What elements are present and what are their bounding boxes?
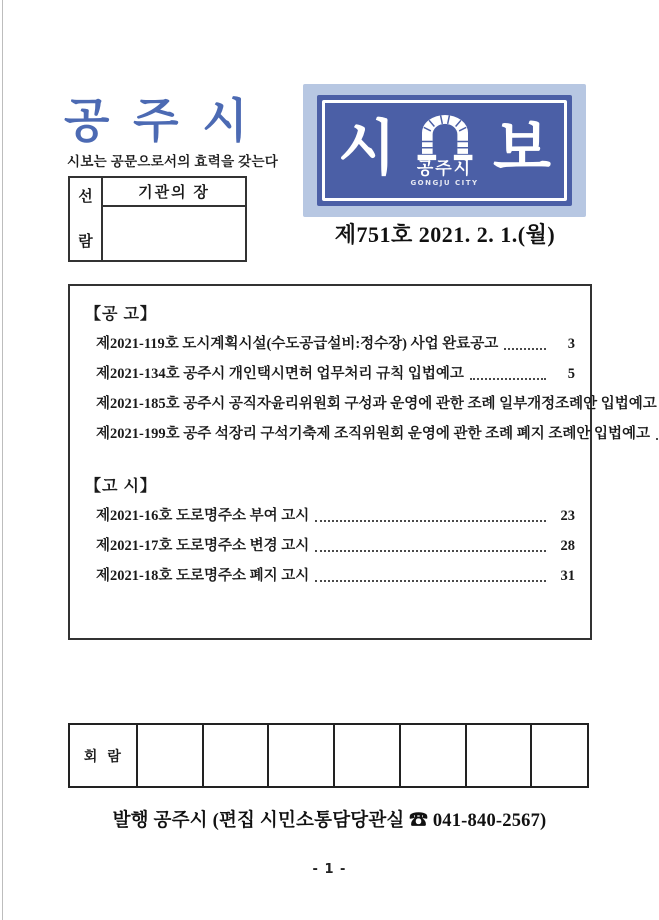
emblem-city-name: 공주시	[416, 159, 473, 180]
approval-stamp-table	[68, 176, 247, 262]
page-number: - 1 -	[312, 862, 347, 877]
city-title: 공 주 시	[64, 96, 250, 148]
emblem-city-name-en: GONGJU CITY	[410, 179, 479, 188]
approval-header-cell: 기관의 장	[103, 178, 245, 207]
dot-leader	[315, 520, 546, 522]
dot-leader	[504, 348, 546, 350]
circulation-empty-cell	[137, 724, 203, 787]
issue-number-and-date: 제751호 2021. 2. 1.(월)	[334, 222, 556, 247]
toc-item-page: 31	[560, 568, 575, 584]
city-emblem	[410, 115, 478, 187]
toc-item	[96, 396, 657, 413]
approval-right-column	[103, 178, 245, 260]
circulation-empty-cell	[531, 724, 588, 787]
toc-item-title: 제2021-17호 도로명주소 변경 고시	[96, 538, 310, 554]
circulation-table	[68, 723, 589, 788]
circulation-empty-cell	[334, 724, 400, 787]
gazette-logo	[303, 84, 586, 217]
toc-item	[96, 426, 651, 443]
approval-side-top: 선	[78, 189, 93, 205]
toc-item-title: 제2021-119호 도시계획시설(수도공급설비:정수장) 사업 완료공고	[96, 336, 499, 352]
logo-char-si: 시	[338, 113, 396, 184]
stone-arch-icon	[416, 115, 474, 161]
gazette-tagline: 시보는 공문으로서의 효력을 갖는다	[67, 154, 279, 169]
circulation-empty-cell	[203, 724, 269, 787]
toc-item-title: 제2021-199호 공주 석장리 구석기축제 조직위원회 운영에 관한 조례 폐지 조례안 입법예고	[96, 426, 651, 442]
dot-leader	[315, 550, 546, 552]
approval-side-label	[70, 178, 103, 260]
toc-item-page: 3	[567, 336, 575, 352]
circulation-empty-cell	[268, 724, 334, 787]
toc-item-title: 제2021-16호 도로명주소 부여 고시	[96, 508, 310, 524]
toc-item	[96, 538, 575, 555]
scan-edge-line	[2, 0, 3, 920]
gazette-logo-panel	[317, 95, 572, 206]
section-heading-gonggo: 【공 고】	[85, 306, 157, 323]
dot-leader	[470, 378, 546, 380]
dot-leader	[315, 580, 546, 582]
table-of-contents-box	[68, 284, 657, 640]
gazette-logo-frame	[322, 100, 567, 201]
toc-item	[96, 366, 575, 383]
toc-item-title: 제2021-18호 도로명주소 폐지 고시	[96, 568, 310, 584]
toc-item	[96, 568, 575, 585]
publisher-line: 발행 공주시 (편집 시민소통담당관실 ☎ 041-840-2567)	[112, 811, 547, 831]
circulation-label-cell: 회 람	[69, 724, 137, 787]
toc-item-title: 제2021-185호 공주시 공직자윤리위원회 구성과 운영에 관한 조례 일부개정조례안 입법예고	[96, 396, 657, 412]
approval-side-bottom: 람	[78, 234, 93, 250]
toc-item-page: 23	[560, 508, 575, 524]
section-heading-gosi: 【고 시】	[85, 478, 157, 495]
circulation-empty-cell	[466, 724, 532, 787]
toc-item	[96, 336, 575, 353]
toc-item	[96, 508, 575, 525]
approval-signature-cell	[103, 207, 245, 260]
toc-item-title: 제2021-134호 공주시 개인택시면허 업무처리 규칙 입법예고	[96, 366, 464, 382]
logo-char-bo: 보	[493, 113, 551, 184]
toc-item-page: 28	[560, 538, 575, 554]
circulation-empty-cell	[400, 724, 466, 787]
toc-item-page: 5	[567, 366, 575, 382]
